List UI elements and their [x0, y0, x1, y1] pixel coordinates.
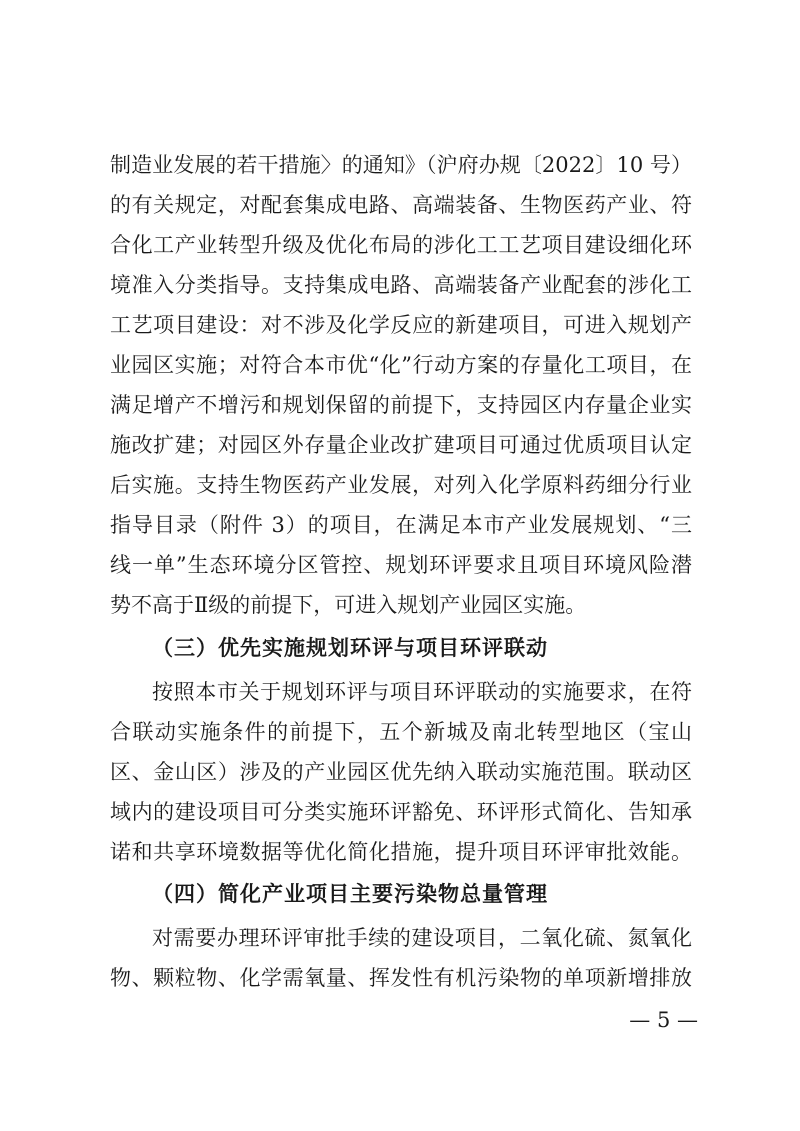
paragraph1-line-3: 合化工产业转型升级及优化布局的涉化工工艺项目建设细化环 [110, 233, 692, 257]
paragraph1-line-5: 工艺项目建设：对不涉及化学反应的新建项目，可进入规划产 [110, 313, 692, 337]
paragraph1-line-1: 制造业发展的若干措施〉的通知》（沪府办规〔2022〕10 号） [110, 153, 692, 177]
section-heading-4: （四）简化产业项目主要污染物总量管理 [152, 882, 548, 906]
paragraph1-line-6: 业园区实施；对符合本市优“化”行动方案的存量化工项目，在 [110, 353, 692, 377]
paragraph1-line-12: 势不高于Ⅱ级的前提下，可进入规划产业园区实施。 [110, 593, 587, 617]
paragraph1-line-11: 线一单”生态环境分区管控、规划环评要求且项目环境风险潜 [110, 553, 692, 577]
page-number: — 5 — [629, 1008, 698, 1032]
paragraph1-line-4: 境准入分类指导。支持集成电路、高端装备产业配套的涉化工 [110, 273, 692, 297]
paragraph2-line-3: 区、金山区）涉及的产业园区优先纳入联动实施范围。联动区 [110, 760, 692, 784]
paragraph2-line-2: 合联动实施条件的前提下，五个新城及南北转型地区（宝山 [110, 720, 692, 744]
paragraph1-line-2: 的有关规定，对配套集成电路、高端装备、生物医药产业、符 [110, 193, 692, 217]
paragraph1-line-9: 后实施。支持生物医药产业发展，对列入化学原料药细分行业 [110, 473, 692, 497]
paragraph3-line-1: 对需要办理环评审批手续的建设项目，二氧化硫、氮氧化 [152, 926, 692, 950]
paragraph1-line-8: 施改扩建；对园区外存量企业改扩建项目可通过优质项目认定 [110, 433, 692, 457]
section-heading-3: （三）优先实施规划环评与项目环评联动 [152, 636, 548, 660]
paragraph2-line-1: 按照本市关于规划环评与项目环评联动的实施要求，在符 [152, 680, 692, 704]
paragraph2-line-4: 域内的建设项目可分类实施环评豁免、环评形式简化、告知承 [110, 800, 692, 824]
paragraph1-line-7: 满足增产不增污和规划保留的前提下，支持园区内存量企业实 [110, 393, 692, 417]
paragraph3-line-2: 物、颗粒物、化学需氧量、挥发性有机污染物的单项新增排放 [110, 966, 692, 990]
paragraph1-line-10: 指导目录（附件 3）的项目，在满足本市产业发展规划、“三 [110, 513, 692, 537]
paragraph2-line-5: 诺和共享环境数据等优化简化措施，提升项目环评审批效能。 [110, 840, 692, 864]
